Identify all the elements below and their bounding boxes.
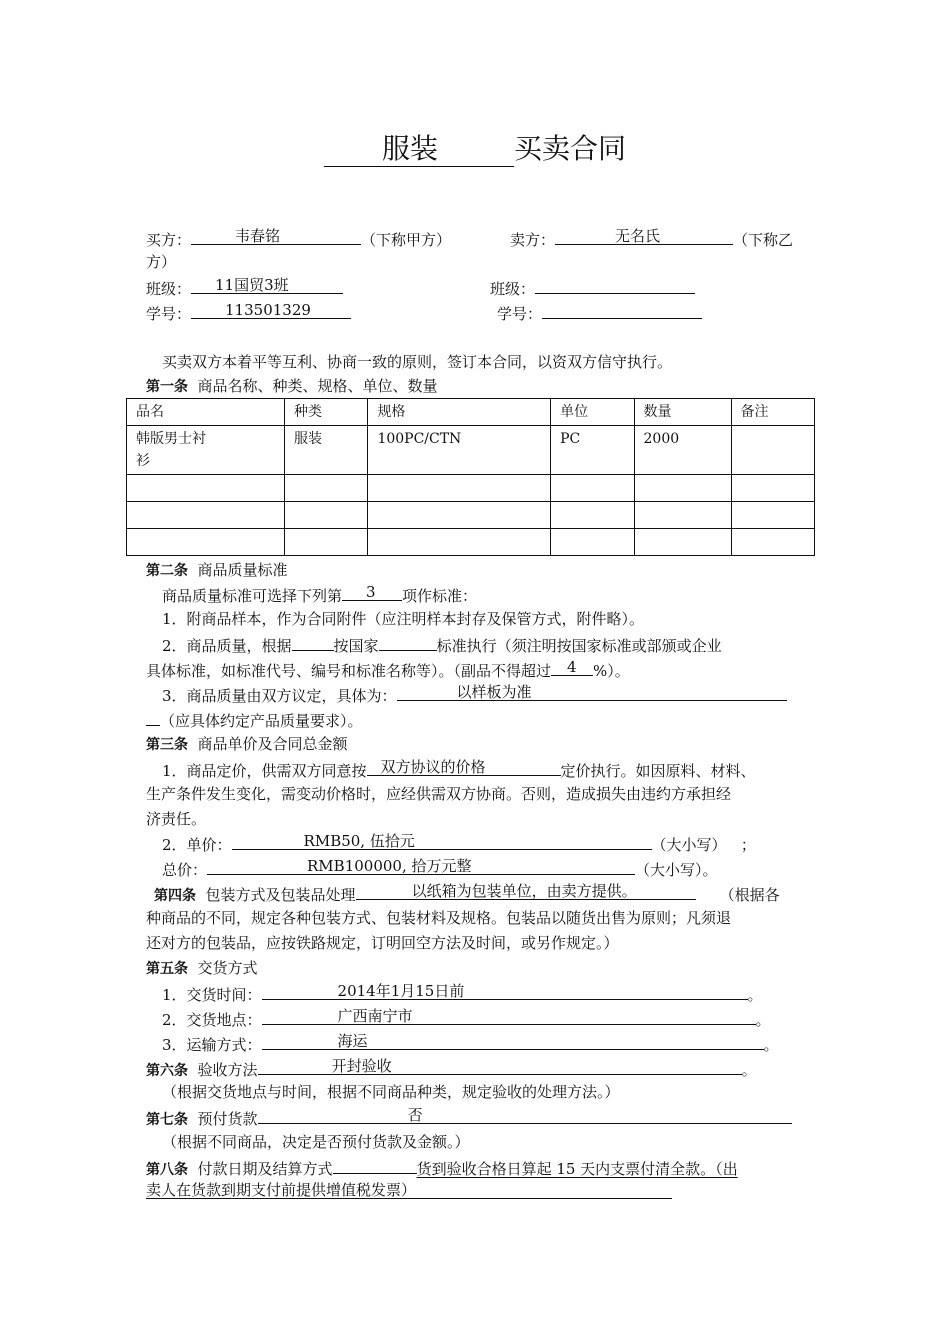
- intro-text: 买卖双方本着平等互利、协商一致的原则，签订本合同，以资双方信守执行。: [162, 353, 673, 371]
- contract-title: [0, 132, 950, 167]
- buyer-class-line: 班级： 11国贸3班: [146, 278, 343, 298]
- title-suffix: 买卖合同: [514, 132, 627, 165]
- table-row: [127, 502, 815, 529]
- seller-class-line: 班级：: [490, 278, 695, 298]
- table-row: [127, 475, 815, 502]
- article3-l1: 1．商品定价，供需双方同意按 双方协议的价格 定价执行。如因原料、材料、: [162, 758, 756, 780]
- article6-note: （根据交货地点与时间，根据不同商品种类，规定验收的处理方法。）: [162, 1083, 620, 1101]
- seller-id-line: 学号：: [497, 303, 702, 323]
- article6-line: 第六条 验收方法 开封验收 。: [146, 1057, 757, 1079]
- buyer-id: 113501329: [225, 301, 311, 319]
- total-price-line: 总价： RMB100000, 拾万元整 （大小写）。: [162, 857, 718, 879]
- title-product: 服装: [324, 132, 514, 167]
- unit-price-line: 2．单价： RMB50, 伍拾元 （大小写） ；: [162, 832, 756, 854]
- unit-price-value: RMB50, 伍拾元: [303, 832, 415, 850]
- article2-item3-cont: （应具体约定产品质量要求）。: [146, 710, 363, 730]
- buyer-id-line: 学号： 113501329: [146, 303, 351, 323]
- buyer-line: 买方： 韦春铭 （下称甲方）: [146, 227, 452, 249]
- article7-note: （根据不同商品，决定是否预付货款及金额。）: [162, 1133, 470, 1151]
- article4-note2: 种商品的不同，规定各种包装方式、包装材料及规格。包装品以随货出售为原则；凡须退: [146, 909, 732, 927]
- article4-note3: 还对方的包装品，应按铁路规定，订明回空方法及时间，或另作规定。）: [146, 934, 619, 952]
- article3-l2: 生产条件发生变化，需变动价格时，应经供需双方协商。否则，造成损失由违约方承担经: [146, 785, 732, 803]
- delivery-place-line: 2．交货地点： 广西南宁市 。: [162, 1007, 771, 1029]
- article8-line2: 卖人在货款到期支付前提供增值税发票）: [146, 1183, 672, 1203]
- total-price-value: RMB100000, 拾万元整: [307, 857, 472, 875]
- article2-item2-cont: 具体标准，如标准代号、编号和标准名称等）。（副品不得超过 4 %）。: [146, 658, 630, 680]
- shipping-line: 3．运输方式： 海运 。: [162, 1032, 779, 1054]
- article2-line1: 商品质量标准可选择下列第 3 项作标准：: [162, 583, 478, 605]
- article2-item1: 1．附商品样本，作为合同附件（应注明样本封存及保管方式，附件略）。: [162, 610, 645, 628]
- article2-item2: 2．商品质量，根据 按国家 标准执行（须注明按国家标准或部颁或企业: [162, 637, 722, 655]
- article2-line: 第二条 商品质量标准: [146, 561, 288, 579]
- table-row: [127, 529, 815, 556]
- seller-name: 无名氏: [615, 227, 661, 245]
- buyer-class: 11国贸3班: [215, 276, 289, 294]
- delivery-time-line: 1．交货时间： 2014年1月15日前 。: [162, 982, 763, 1004]
- article3-line: 第三条 商品单价及合同总金额: [146, 735, 348, 753]
- article2-item3: 3．商品质量由双方议定，具体为： 以样板为准: [162, 685, 787, 705]
- seller-note-cont: 方）: [146, 253, 177, 271]
- seller-line: 卖方： 无名氏 （下称乙: [510, 227, 794, 249]
- buyer-name: 韦春铭: [235, 227, 281, 245]
- article3-l3: 济责任。: [146, 810, 207, 828]
- table-row: 韩版男士衬 衫 服装 100PC/CTN PC 2000: [127, 426, 815, 475]
- article1-line: 第一条 商品名称、种类、规格、单位、数量: [146, 377, 438, 395]
- article7-line: 第七条 预付货款 否: [146, 1108, 792, 1129]
- goods-table: [126, 398, 815, 556]
- article4-line: 第四条 包装方式及包装品处理 以纸箱为包装单位，由卖方提供。 （根据各: [154, 882, 780, 904]
- article5-line: 第五条 交货方式: [146, 959, 258, 977]
- table-header-row: 品名 种类 规格 单位 数量 备注: [127, 399, 815, 426]
- article8-line: 第八条 付款日期及结算方式 货到验收合格日算起 15 天内支票付清全款。（出: [146, 1160, 738, 1178]
